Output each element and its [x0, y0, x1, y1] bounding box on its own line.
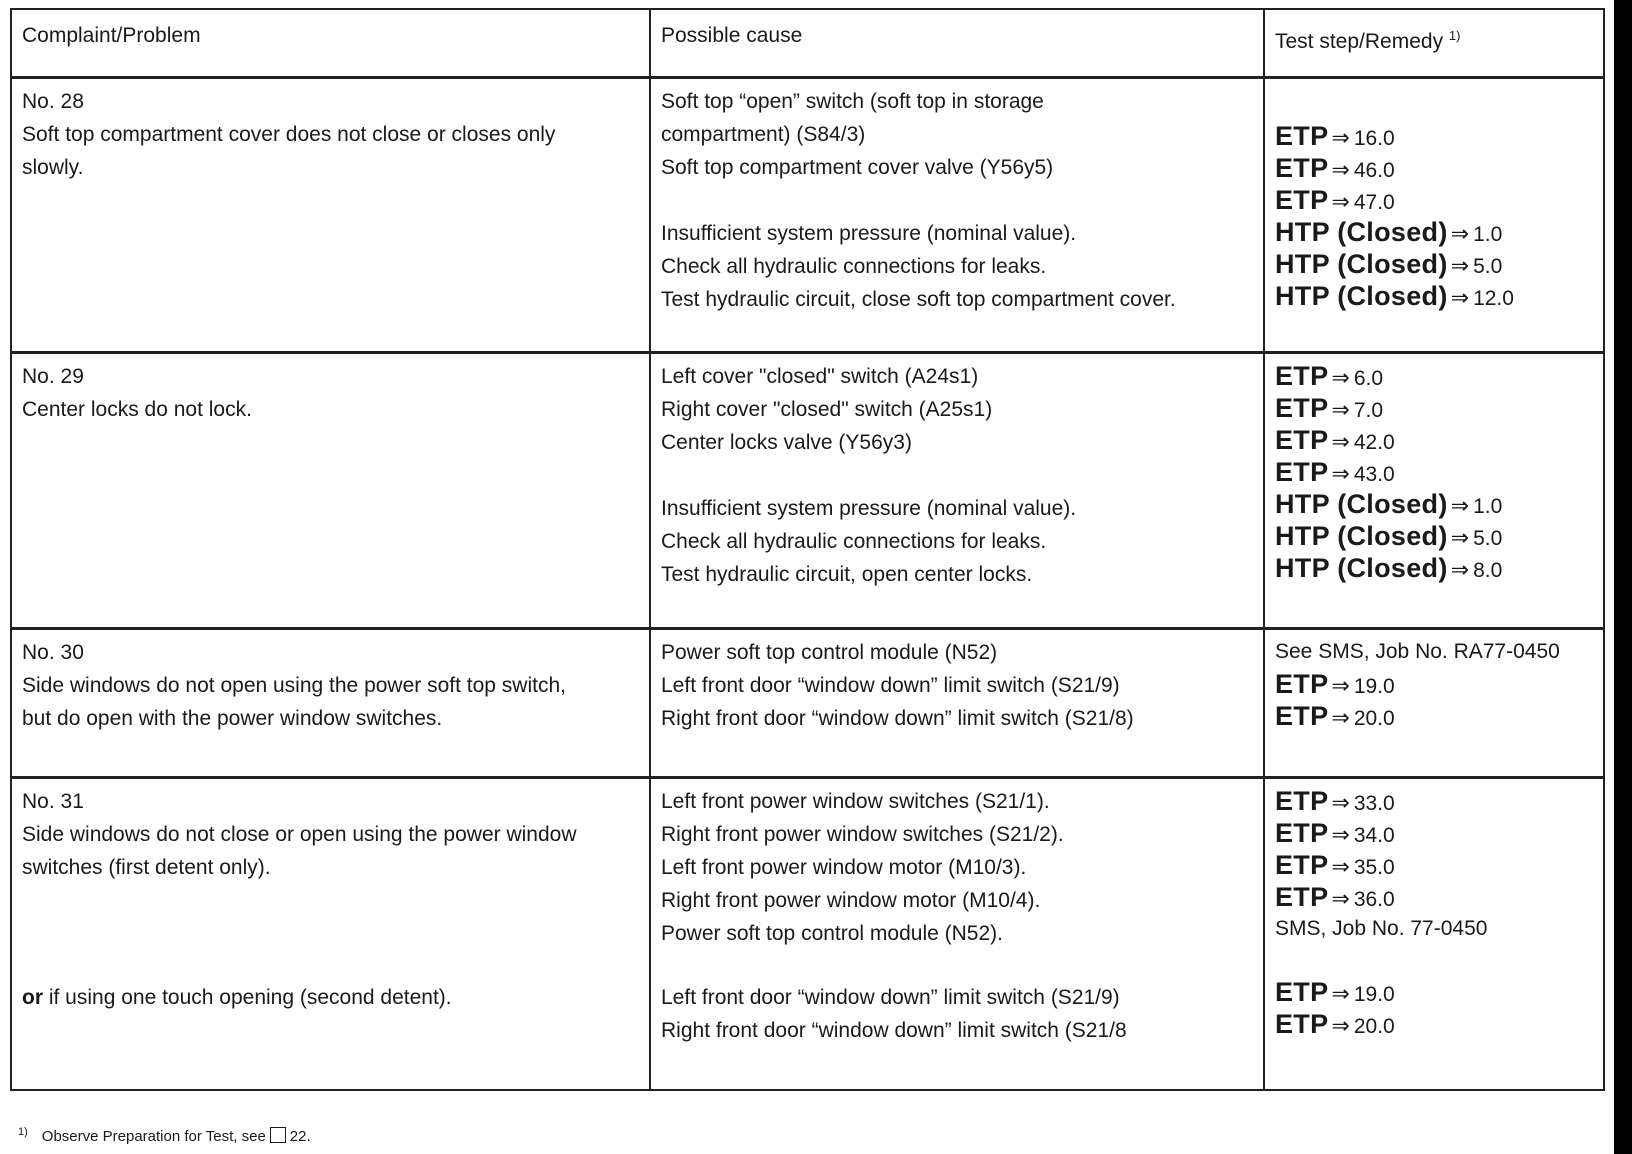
complaint-line: or if using one touch opening (second detent).	[22, 986, 452, 1009]
complaint-cell	[11, 778, 650, 1090]
remedy-entry: HTP (Closed) ⇒ 1.0	[1275, 489, 1503, 519]
cause-line: Power soft top control module (N52).	[661, 922, 1003, 945]
double-right-arrow-icon: ⇒	[1331, 790, 1350, 815]
problem-number: No. 31	[22, 790, 84, 813]
cause-line: Center locks valve (Y56y3)	[661, 431, 912, 454]
remedy-cell	[1264, 78, 1604, 353]
footnote-page: 22.	[289, 1128, 311, 1145]
cause-cell	[650, 353, 1264, 629]
remedy-entry: HTP (Closed) ⇒ 12.0	[1275, 281, 1514, 311]
double-right-arrow-icon: ⇒	[1331, 397, 1350, 422]
header-remedy: Test step/Remedy $^{1)}$	[1264, 9, 1604, 78]
remedy-entry: ETP ⇒ 34.0	[1275, 818, 1395, 848]
cause-line: compartment) (S84/3)	[661, 123, 866, 146]
table-row	[11, 778, 1604, 1090]
double-right-arrow-icon: ⇒	[1331, 822, 1350, 847]
cause-line: Right front power window switches (S21/2).	[661, 823, 1064, 846]
problem-number: No. 28	[22, 90, 84, 113]
complaint-line: Side windows do not close or open using the power window	[22, 823, 577, 846]
double-right-arrow-icon: ⇒	[1331, 854, 1350, 879]
double-right-arrow-icon: ⇒	[1331, 365, 1350, 390]
remedy-entry: ETP ⇒ 19.0	[1275, 977, 1395, 1007]
table-row	[11, 629, 1604, 778]
remedy-entry: HTP (Closed) ⇒ 5.0	[1275, 521, 1503, 551]
page-edge-bar	[1614, 0, 1632, 1154]
header-remedy-note: 1)	[1448, 28, 1461, 43]
complaint-cell	[11, 353, 650, 629]
complaint-cell	[11, 629, 650, 778]
header-cause: Possible cause	[650, 9, 1264, 78]
cause-line: Left front power window motor (M10/3).	[661, 856, 1027, 879]
table-row	[11, 353, 1604, 629]
double-right-arrow-icon: ⇒	[1450, 285, 1470, 310]
cause-line: Left cover "closed" switch (A24s1)	[661, 365, 979, 388]
cause-cell	[650, 78, 1264, 353]
complaint-line: but do open with the power window switches.	[22, 707, 443, 730]
double-right-arrow-icon: ⇒	[1331, 429, 1350, 454]
footnote	[18, 1126, 311, 1145]
cause-line: Insufficient system pressure (nominal value).	[661, 222, 1077, 245]
double-right-arrow-icon: ⇒	[1450, 221, 1470, 246]
double-right-arrow-icon: ⇒	[1331, 189, 1350, 214]
remedy-entry: HTP (Closed) ⇒ 8.0	[1275, 553, 1503, 583]
remedy-entry: ETP ⇒ 36.0	[1275, 882, 1395, 912]
cause-line: Soft top compartment cover valve (Y56y5)	[661, 156, 1054, 179]
double-right-arrow-icon: ⇒	[1331, 981, 1350, 1006]
double-right-arrow-icon: ⇒	[1331, 705, 1350, 730]
remedy-entry: ETP ⇒ 20.0	[1275, 1009, 1395, 1039]
complaint-line: Soft top compartment cover does not close or closes only	[22, 123, 556, 146]
cause-line: Left front power window switches (S21/1).	[661, 790, 1050, 813]
problem-number: No. 30	[22, 641, 84, 664]
double-right-arrow-icon: ⇒	[1450, 557, 1470, 582]
double-right-arrow-icon: ⇒	[1450, 525, 1470, 550]
problem-number: No. 29	[22, 365, 84, 388]
remedy-entry: ETP ⇒ 19.0	[1275, 669, 1395, 699]
cause-line: Right cover "closed" switch (A25s1)	[661, 398, 993, 421]
header-complaint: Complaint/Problem	[11, 9, 650, 78]
remedy-reference: SMS, Job No. 77-0450	[1275, 917, 1488, 940]
remedy-cell	[1264, 353, 1604, 629]
double-right-arrow-icon: ⇒	[1331, 1013, 1350, 1038]
double-right-arrow-icon: ⇒	[1331, 461, 1350, 486]
document-reference-box-icon	[270, 1127, 286, 1143]
double-right-arrow-icon: ⇒	[1331, 886, 1350, 911]
footnote-mark: 1)	[18, 1126, 28, 1138]
remedy-entry: ETP ⇒ 20.0	[1275, 701, 1395, 731]
complaint-line: switches (first detent only).	[22, 856, 271, 879]
remedy-entry: ETP ⇒ 42.0	[1275, 425, 1395, 455]
double-right-arrow-icon: ⇒	[1331, 157, 1350, 182]
complaint-line: Center locks do not lock.	[22, 398, 252, 421]
complaint-cell	[11, 78, 650, 353]
footnote-text: Observe Preparation for Test, see	[41, 1128, 266, 1145]
cause-line: Left front door “window down” limit switch (S21/9)	[661, 986, 1120, 1009]
remedy-entry: ETP ⇒ 46.0	[1275, 153, 1395, 183]
cause-line: Soft top “open” switch (soft top in storage	[661, 90, 1044, 113]
cause-line: Check all hydraulic connections for leaks.	[661, 255, 1047, 278]
cause-line: Test hydraulic circuit, close soft top compartment cover.	[661, 288, 1176, 311]
remedy-entry: ETP ⇒ 16.0	[1275, 121, 1395, 151]
double-right-arrow-icon: ⇒	[1331, 673, 1350, 698]
remedy-entry: ETP ⇒ 43.0	[1275, 457, 1395, 487]
cause-line: Right front door “window down” limit switch (S21/8)	[661, 707, 1134, 730]
remedy-reference: See SMS, Job No. RA77-0450	[1275, 640, 1560, 663]
cause-line: Left front door “window down” limit switch (S21/9)	[661, 674, 1120, 697]
cause-line: Test hydraulic circuit, open center locks.	[661, 563, 1033, 586]
remedy-cell	[1264, 778, 1604, 1090]
remedy-entry: ETP ⇒ 6.0	[1275, 361, 1384, 391]
remedy-entry: ETP ⇒ 35.0	[1275, 850, 1395, 880]
complaint-line: slowly.	[22, 156, 84, 179]
cause-line: Power soft top control module (N52)	[661, 641, 998, 664]
remedy-entry: ETP ⇒ 33.0	[1275, 786, 1395, 816]
remedy-entry: HTP (Closed) ⇒ 1.0	[1275, 217, 1503, 247]
double-right-arrow-icon: ⇒	[1450, 493, 1470, 518]
cause-cell	[650, 629, 1264, 778]
cause-line: Right front power window motor (M10/4).	[661, 889, 1041, 912]
remedy-entry: ETP ⇒ 7.0	[1275, 393, 1384, 423]
cause-cell	[650, 778, 1264, 1090]
cause-line: Right front door “window down” limit switch (S21/8	[661, 1019, 1127, 1042]
troubleshooting-table	[10, 8, 1605, 1091]
remedy-entry: ETP ⇒ 47.0	[1275, 185, 1395, 215]
remedy-cell	[1264, 629, 1604, 778]
remedy-entry: HTP (Closed) ⇒ 5.0	[1275, 249, 1503, 279]
double-right-arrow-icon: ⇒	[1331, 125, 1350, 150]
double-right-arrow-icon: ⇒	[1450, 253, 1470, 278]
complaint-line: Side windows do not open using the power soft top switch,	[22, 674, 566, 697]
cause-line: Check all hydraulic connections for leaks.	[661, 530, 1047, 553]
table-row	[11, 78, 1604, 353]
cause-line: Insufficient system pressure (nominal value).	[661, 497, 1077, 520]
table-header-row	[11, 9, 1604, 78]
